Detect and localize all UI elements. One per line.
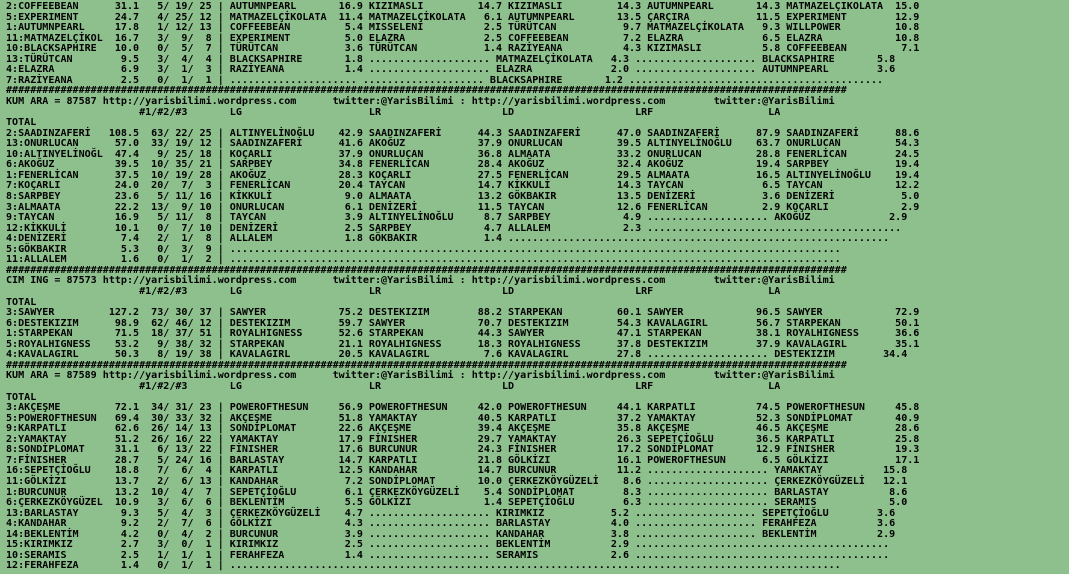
report-line: 11:MATMAZELÇİKOL 16.7 3/ 9/ 8 | EXPERIMENT 5.0 ELAZRA 2.5 COFFEEBEAN 7.2 ELAZRA 6.5 ELAZRA 10.8 [6,32,920,44]
report-line: 5:GÖKBAKIR 5.3 0/ 3/ 9 | ..................................................................................................... [6,243,841,255]
report-line: 10:BLACKSAPHIRE 10.0 0/ 5/ 7 | TÜRÜTCAN 3.6 TÜRÜTCAN 1.4 RAZİYEANA 4.3 KIZIMASLI 5.8 COFFEEBEAN 7.1 [6,43,920,55]
report-line: 4:DENİZERİ 7.4 2/ 1/ 8 | ALLALEM 1.8 GÖKBAKIR 1.4 ............................................................... [6,233,890,245]
report-line: 1:AUTUMNPEARL 17.8 1/ 12/ 13 | COFFEEBEAN 5.4 MISSELENİ 2.5 TÜRÜTCAN 9.7 MATMAZELÇİKOLATA 9.3 WILLPOWER 10.8 [6,22,920,34]
total-label: TOTAL [6,391,37,403]
report-line: 7:FİNISHER 28.7 5/ 24/ 16 | BARLASTAY 14.7 KARPATLI 21.8 GÖLKİZI 16.1 POWEROFTHESUN 6.5 GÖLKİZI 17.1 [6,454,920,466]
report-line: 1:BURCUNUR 13.2 10/ 4/ 7 | SEPETÇİOĞLU 6.1 ÇERKEZKÖYGÜZELİ 5.4 SONDİPLOMAT 8.3 .................... BARLASTAY 8.6 [6,486,908,498]
report-line: 4:KANDAHAR 9.2 2/ 7/ 6 | GÖLKİZI 4.3 .................... BARLASTAY 4.0 .................... FERAHFEZA 3.6 [6,518,896,530]
report-line: 10:SERAMIS 2.5 1/ 1/ 1 | FERAHFEZA 1.4 .................... SERAMIS 2.6 .......................................... [6,549,890,561]
report-line: 8:SARPBEY 23.6 5/ 11/ 16 | KİKKULİ 9.0 ALMAATA 13.2 GÖKBAKIR 13.5 DENİZERİ 3.6 DENİZERİ 5.0 [6,191,920,202]
report-line: 5:EXPERIMENT 24.7 4/ 25/ 12 | MATMAZELÇİKOLATA 11.4 MATMAZELÇİKOLATA 6.1 AUTUMNPEARL 13.5 ÇARÇIRA 11.5 EXPERIMENT 12.9 [6,11,920,23]
total-label: TOTAL [6,117,37,129]
report-line: 16:SEPETÇİOĞLU 18.8 7/ 6/ 4 | KARPATLI 12.5 KANDAHAR 14.7 BURCUNUR 11.2 .................... YAMAKTAY 15.8 [6,465,908,477]
report-line: 12:FERAHFEZA 1.4 0/ 1/ 1 | ..................................................................................................... [6,560,841,572]
report-line: 6:DESTEKIZIM 98.9 62/ 46/ 12 | DESTEKIZIM 59.7 SAWYER 70.7 DESTEKIZIM 54.3 KAVALAGIRL 56.7 STARPEKAN 50.1 [6,317,920,329]
report-line: 4:ELAZRA 6.9 3/ 1/ 3 | RAZİYEANA 1.4 .................... ELAZRA 2.0 .................... AUTUMNPEARL 3.6 [6,64,896,76]
report-line: 9:KARPATLI 62.6 26/ 14/ 13 | SONDİPLOMAT 22.6 AKÇEŞME 39.4 AKÇEŞME 35.8 AKÇEŞME 46.5 AKÇEŞME 28.6 [6,423,920,435]
report-line: 1:FENERLİCAN 37.5 10/ 19/ 28 | AKOĞUZ 28.3 KOÇARLI 27.5 FENERLİCAN 29.5 ALMAATA 16.5 ALTINYELİNOĞLU 19.4 [6,169,920,181]
report-line: 11:GÖLKİZI 13.7 2/ 6/ 13 | KANDAHAR 7.2 SONDİPLOMAT 10.0 ÇERKEZKÖYGÜZELİ 8.6 .................... ÇERKEZKÖYGÜZELİ 12.1 [6,476,908,487]
section-divider: ########################################################################################################################################### [6,264,847,276]
report-line: 2:YAMAKTAY 51.2 26/ 16/ 22 | YAMAKTAY 17.9 FİNISHER 29.7 YAMAKTAY 26.3 SEPETÇİOĞLU 36.5 KARPATLI 25.8 [6,433,920,445]
report-line: 15:KIRIMKIZ 2.7 3/ 0/ 1 | KIRIMKIZ 2.5 .................... BEKLENTİM 2.9 .......................................... [6,539,890,551]
column-headers: #1/#2/#3 LG LR LD LRF LA [6,381,781,392]
report-line: 6:AKOĞUZ 39.5 10/ 35/ 21 | SARPBEY 34.8 FENERLİCAN 28.4 AKOĞUZ 32.4 AKOĞUZ 19.4 SARPBEY 19.4 [6,159,920,171]
report-line: 6:ÇERKEZKÖYGÜZEL 10.9 3/ 6/ 6 | BEKLENTİM 5.5 GÖLKİZI 1.4 SEPETÇİOĞLU 6.3 .................... SERAMIS 5.0 [6,497,908,509]
report-line: 13:ONURLUCAN 57.0 33/ 19/ 12 | SAADINZAFERİ 41.6 AKOĞUZ 37.9 ONURLUCAN 39.5 ALTINYELİNOĞLU 63.7 ONURLUCAN 54.3 [6,138,920,150]
report-line: 3:AKÇEŞME 72.1 34/ 31/ 23 | POWEROFTHESUN 56.9 POWEROFTHESUN 42.0 POWEROFTHESUN 44.1 KARPATLI 74.5 POWEROFTHESUN 45.8 [6,402,920,414]
report-line: 2:COFFEEBEAN 31.1 5/ 19/ 25 | AUTUMNPEARL 16.9 KIZIMASLI 14.7 KIZIMASLI 14.3 AUTUMNPEARL 14.3 MATMAZELÇİKOLATA 15.0 [6,2,920,12]
total-label: TOTAL [6,296,37,308]
report-line: 11:ALLALEM 1.6 0/ 1/ 2 | ..................................................................................................... [6,254,841,266]
report-line: 7:KOÇARLI 24.0 20/ 7/ 3 | FENERLİCAN 20.4 TAYCAN 14.7 KİKKULİ 14.3 TAYCAN 6.5 TAYCAN 12.2 [6,180,920,192]
report-line: 13:BARLASTAY 9.3 5/ 4/ 3 | ÇERKEZKÖYGÜZELİ 4.7 .................... KIRIMKIZ 5.2 .................... SEPETÇİOĞLU 3.6 [6,507,896,519]
report-line: 13:TÜRÜTCAN 9.5 3/ 4/ 4 | BLACKSAPHIRE 1.8 .................... MATMAZELÇİKOLATA 4.3 .................... BLACKSAPHIRE 5.8 [6,53,896,65]
report-line: 10:ALTINYELİNOĞL 47.4 9/ 25/ 18 | KOÇARLI 37.9 ONURLUCAN 36.8 ALMAATA 33.2 ONURLUCAN 28.8 FENERLİCAN 24.5 [6,148,920,160]
race-statistics-text-report [6,2,1066,572]
column-headers: #1/#2/#3 LG LR LD LRF LA [6,106,781,118]
section-divider: ########################################################################################################################################### [6,85,847,97]
report-line: 9:TAYCAN 16.9 5/ 11/ 8 | TAYCAN 3.9 ALTINYELİNOĞLU 8.7 SARPBEY 4.9 .................... AKOĞUZ 2.9 [6,212,908,224]
report-line: 5:POWEROFTHESUN 69.4 30/ 33/ 32 | AKÇEŞME 51.8 YAMAKTAY 40.5 KARPATLI 37.2 YAMAKTAY 52.3 SONDİPLOMAT 40.9 [6,412,920,424]
report-line: 4:KAVALAGIRL 50.3 8/ 19/ 38 | KAVALAGIRL 20.5 KAVALAGIRL 7.6 KAVALAGIRL 27.8 .................... DESTEKIZIM 34.4 [6,349,908,361]
column-headers: #1/#2/#3 LG LR LD LRF LA [6,286,781,297]
report-line: 5:ROYALHIGNESS 53.2 9/ 38/ 32 | STARPEKAN 21.1 ROYALHIGNESS 18.3 ROYALHIGNESS 37.8 DESTEKIZIM 37.9 KAVALAGIRL 35.1 [6,338,920,350]
section-header: KUM ARA = 87589 http://yarisbilimi.wordpress.com twitter:@YarisBilimi : http://yarisbilimi.wordpress.com twitter:@YarisBilimi [6,370,835,382]
section-header: CIM ING = 87573 http://yarisbilimi.wordpress.com twitter:@YarisBilimi : http://yarisbilimi.wordpress.com twitter:@YarisBilimi [6,275,835,287]
report-line: 1:STARPEKAN 71.5 18/ 37/ 51 | ROYALHIGNESS 52.6 STARPEKAN 44.3 SAWYER 47.1 STARPEKAN 38.1 ROYALHIGNESS 36.6 [6,328,920,340]
section-divider: ########################################################################################################################################### [6,359,847,371]
report-line: 3:SAWYER 127.2 73/ 30/ 37 | SAWYER 75.2 DESTEKIZIM 88.2 STARPEKAN 60.1 SAWYER 96.5 SAWYER 72.9 [6,307,920,319]
report-line: 7:RAZİYEANA 2.5 0/ 1/ 1 | ..................... .................... BLACKSAPHIRE 1.2 .......................................... [6,74,884,86]
report-line: 12:KİKKULİ 10.1 0/ 7/ 10 | DENİZERİ 2.5 SARPBEY 4.7 ALLALEM 2.3 .......................................... [6,222,902,234]
section-header: KUM ARA = 87587 http://yarisbilimi.wordpress.com twitter:@YarisBilimi : http://yarisbilimi.wordpress.com twitter:@YarisBilimi [6,96,835,107]
report-line: 2:SAADINZAFERİ 108.5 63/ 22/ 25 | ALTINYELİNOĞLU 42.9 SAADINZAFERİ 44.3 SAADINZAFERİ 47.0 SAADINZAFERİ 87.9 SAADINZAFERİ 88.6 [6,127,920,139]
report-line: 3:ALMAATA 22.2 13/ 9/ 10 | ONURLUCAN 6.1 DENİZERİ 11.5 TAYCAN 12.6 FENERLİCAN 2.9 KOÇARLI 2.9 [6,201,920,213]
report-line: 14:BEKLENTİM 4.2 0/ 4/ 2 | BURCUNUR 3.9 .................... KANDAHAR 3.8 .................... BEKLENTİM 2.9 [6,528,896,540]
report-line: 8:SONDİPLOMAT 31.1 6/ 13/ 22 | FİNISHER 17.6 BURCUNUR 24.3 FİNISHER 17.2 SONDİPLOMAT 12.9 FİNISHER 19.3 [6,444,920,456]
